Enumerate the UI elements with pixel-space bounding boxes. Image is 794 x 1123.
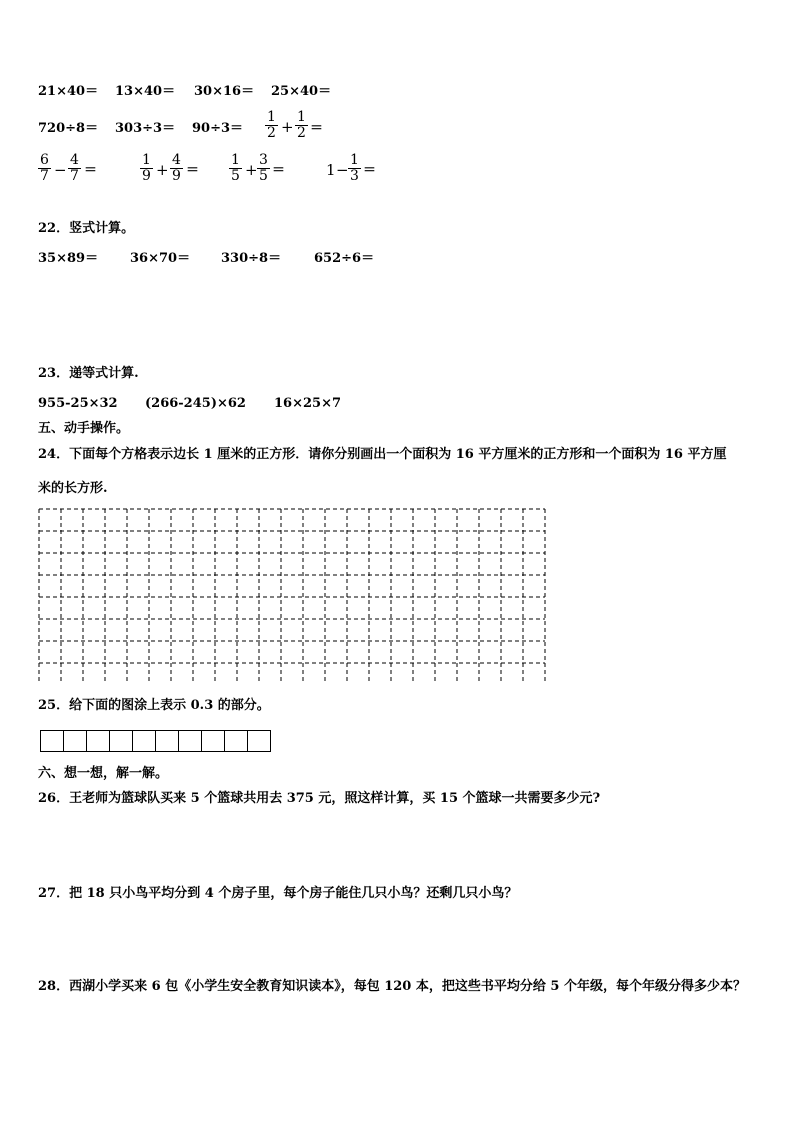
operator: − [336,161,349,179]
step-calc-item: 955-25×32 [38,396,118,411]
operator: − [54,161,67,179]
equals-sign: ＝ [84,163,98,178]
equals-sign: ＝ [272,163,286,178]
step-calc-item: 16×25×7 [274,396,342,411]
operator: + [156,161,169,179]
fraction: 1 5 [231,152,240,184]
equals-sign: ＝ [310,121,324,136]
fraction: 1 2 [267,109,276,141]
question-26: 26．王老师为篮球队买来 5 个篮球共用去 375 元，照这样计算，买 15 个篮球一共需要多少元? [38,791,601,806]
oral-calc-item: 21×40＝ [38,84,99,99]
fraction: 1 2 [297,109,306,141]
oral-calc-item: 25×40＝ [271,84,332,99]
section-5-heading: 五、动手操作。 [38,421,130,436]
question-28: 28．西湖小学买来 6 包《小学生安全教育知识读本》，每包 120 本，把这些书平均分给 5 个年级，每个年级分得多少本？ [38,979,746,994]
equals-sign: ＝ [186,163,200,178]
grid-canvas[interactable] [38,508,558,684]
step-calc-item: (266-245)×62 [145,396,246,411]
shading-cell[interactable] [247,730,271,752]
fraction: 4 9 [172,152,181,184]
equals-sign: ＝ [363,163,377,178]
fraction: 1 3 [350,152,359,184]
shading-cell[interactable] [109,730,133,752]
question-23-title: 23．递等式计算. [38,366,139,381]
oral-calc-item: 90÷3＝ [192,121,244,136]
vertical-calc-item: 35×89＝ [38,251,99,266]
question-25-title: 25．给下面的图涂上表示 0.3 的部分。 [38,698,270,713]
fraction: 4 7 [70,152,79,184]
question-22-title: 22．竖式计算。 [38,221,135,236]
question-27: 27．把 18 只小鸟平均分到 4 个房子里，每个房子能住几只小鸟？还剩几只小鸟？ [38,886,518,901]
shading-strip[interactable] [40,730,270,752]
shading-cell[interactable] [132,730,156,752]
vertical-calc-item: 652÷6＝ [314,251,375,266]
shading-cell[interactable] [224,730,248,752]
oral-calc-item: 30×16＝ [194,84,255,99]
operator: + [245,161,258,179]
shading-cell[interactable] [201,730,225,752]
question-24-line2: 米的长方形. [38,481,108,496]
section-6-heading: 六、想一想，解一解。 [38,766,169,781]
vertical-calc-item: 36×70＝ [130,251,191,266]
oral-calc-item: 720÷8＝ [38,121,99,136]
shading-cell[interactable] [63,730,87,752]
shading-cell[interactable] [155,730,179,752]
fraction: 1 9 [142,152,151,184]
vertical-calc-item: 330÷8＝ [221,251,282,266]
shading-cell[interactable] [86,730,110,752]
question-24-line1: 24．下面每个方格表示边长 1 厘米的正方形．请你分别画出一个面积为 16 平方厘米的正方形和一个面积为 16 平方厘 [38,447,727,462]
fraction: 3 5 [259,152,268,184]
shading-cell[interactable] [178,730,202,752]
oral-calc-item: 303÷3＝ [115,121,176,136]
operator: + [281,118,294,136]
oral-calc-item: 13×40＝ [115,84,176,99]
whole-number: 1 [326,161,336,179]
fraction: 6 7 [40,152,49,184]
shading-cell[interactable] [40,730,64,752]
dashed-square-grid[interactable] [38,508,558,684]
